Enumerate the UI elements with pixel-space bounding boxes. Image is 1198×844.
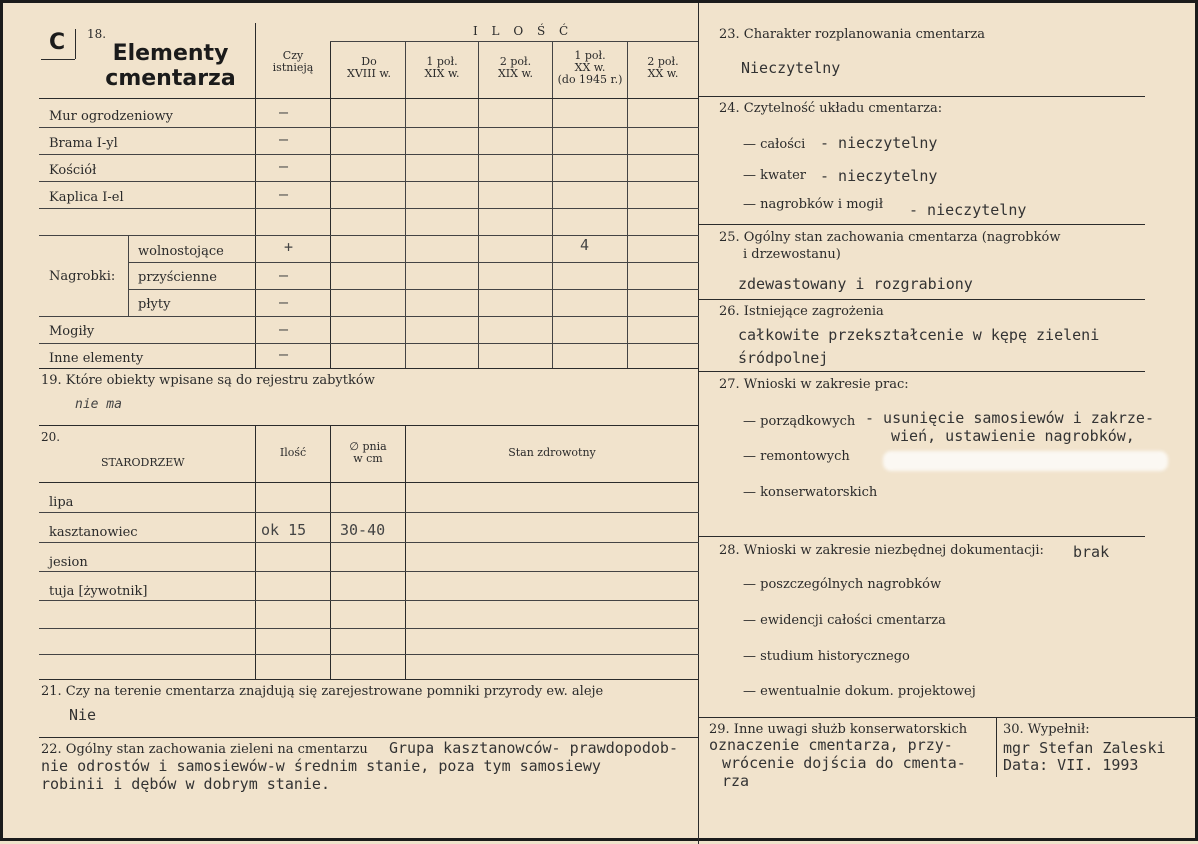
s29-line: rza	[722, 772, 750, 790]
divider	[699, 536, 1145, 537]
s22-label: 22. Ogólny stan zachowania zieleni na cmentarzu	[41, 742, 368, 757]
divider	[39, 425, 699, 426]
exists-mark: —	[279, 345, 289, 363]
ilosc-header: I L O Ś Ć	[473, 24, 574, 38]
correction-fluid	[883, 451, 1168, 471]
s24-item: — kwater	[743, 168, 807, 183]
divider	[39, 181, 699, 182]
s19-value: nie ma	[75, 397, 122, 412]
exists-mark: —	[279, 266, 289, 284]
divider	[39, 98, 699, 99]
exists-mark: —	[279, 293, 289, 311]
divider	[405, 41, 406, 368]
s24-item: — nagrobków i mogił	[743, 197, 884, 212]
s27-item: — porządkowych	[743, 414, 856, 429]
divider	[552, 41, 553, 368]
row-label: Nagrobki:	[49, 269, 116, 284]
s30-label: 30. Wypełnił:	[1003, 722, 1090, 737]
exists-mark: —	[279, 157, 289, 175]
divider	[128, 235, 129, 316]
filled-by: mgr Stefan Zaleski	[1003, 739, 1166, 757]
s28-item: — studium historycznego	[743, 649, 910, 664]
period-header: 1 poł. XIX w.	[424, 55, 460, 81]
divider	[996, 717, 997, 777]
s24-value: - nieczytelny	[820, 134, 938, 152]
s25-value: zdewastowany i rozgrabiony	[738, 275, 973, 293]
s27-value: wień, ustawienie nagrobków,	[891, 427, 1135, 445]
s22-line: nie odrostów i samosiewów-w średnim stanie, poza tym samosiewy	[41, 757, 601, 775]
divider	[39, 343, 699, 344]
divider	[330, 41, 331, 368]
s28-item: — ewentualnie dokum. projektowej	[743, 684, 976, 699]
czy-istnieja-header: Czy istnieją	[272, 49, 314, 75]
s23-label: 23. Charakter rozplanowania cmentarza	[719, 27, 986, 42]
section-title	[103, 41, 238, 92]
s24-label: 24. Czytelność układu cmentarza:	[719, 101, 943, 116]
s21-value: Nie	[69, 706, 97, 724]
divider	[39, 600, 699, 601]
s29-label: 29. Inne uwagi służb konserwatorskich	[709, 722, 968, 737]
s21-label: 21. Czy na terenie cmentarza znajdują się zarejestrowane pomniki przyrody ew. aleje	[41, 684, 604, 699]
divider	[699, 371, 1145, 372]
s23-value: Nieczytelny	[741, 59, 841, 77]
s29-line: oznaczenie cmentarza, przy-	[709, 736, 953, 754]
s25-label: i drzewostanu)	[743, 247, 841, 262]
s26-line: śródpolnej	[738, 349, 829, 367]
row-label: wolnostojące	[138, 244, 224, 259]
exists-mark: —	[279, 320, 289, 338]
s22-line: Grupa kasztanowców- prawdopodob-	[389, 739, 678, 757]
row-label: Brama I-yl	[49, 136, 118, 151]
period-header: 1 poł. XX w. (do 1945 r.)	[557, 49, 623, 87]
tree-name: lipa	[49, 495, 74, 510]
divider	[128, 289, 699, 290]
exists-mark: —	[279, 185, 289, 203]
letter-box-bottom	[41, 59, 75, 60]
s24-value: - nieczytelny	[820, 167, 938, 185]
divider	[39, 628, 699, 629]
divider	[39, 316, 699, 317]
divider	[39, 368, 699, 369]
s20-number: 20.	[41, 430, 61, 444]
row-label: Kościół	[49, 163, 97, 178]
divider	[699, 224, 1145, 225]
divider	[39, 737, 699, 738]
s24-item: — całości	[743, 137, 806, 152]
s27-item: — konserwatorskich	[743, 485, 878, 500]
row-label: Inne elementy	[49, 351, 144, 366]
title-line: cmentarza	[105, 66, 236, 92]
section-number: 18.	[87, 27, 107, 41]
divider	[39, 512, 699, 513]
exists-mark: +	[284, 238, 294, 256]
divider	[39, 679, 699, 680]
s22-line: robinii i dębów w dobrym stanie.	[41, 775, 330, 793]
divider	[255, 425, 256, 679]
period-header: 2 poł. XX w.	[647, 55, 679, 81]
starodrzew-header: STARODRZEW	[101, 456, 185, 469]
pnia-col-header: ∅ pnia w cm	[349, 440, 387, 466]
row-label: Mogiły	[49, 324, 95, 339]
title-line: Elementy	[112, 41, 229, 66]
divider	[39, 127, 699, 128]
letter-box-bar	[75, 29, 76, 59]
divider	[627, 41, 628, 368]
s25-label: 25. Ogólny stan zachowania cmentarza (nagrobków	[719, 230, 1061, 245]
divider	[699, 299, 1145, 300]
s27-value: - usunięcie samosiewów i zakrze-	[865, 409, 1154, 427]
divider	[405, 425, 406, 679]
s28-item: — ewidencji całości cmentarza	[743, 613, 946, 628]
s26-line: całkowite przekształcenie w kępę zieleni	[738, 326, 1100, 344]
period-header: Do XVIII w.	[347, 55, 391, 81]
row-label: Mur ogrodzeniowy	[49, 109, 173, 124]
fill-date: Data: VII. 1993	[1003, 756, 1139, 774]
divider	[39, 208, 699, 209]
divider	[39, 571, 699, 572]
tree-diam: 30-40	[340, 521, 386, 539]
s26-label: 26. Istniejące zagrożenia	[719, 304, 884, 319]
stan-col-header: Stan zdrowotny	[508, 446, 596, 459]
divider	[128, 262, 699, 263]
card-letter: C	[49, 30, 66, 55]
divider	[330, 41, 698, 42]
divider	[39, 654, 699, 655]
divider	[39, 235, 699, 236]
row-label: Kaplica I-el	[49, 190, 124, 205]
tree-name: tuja [żywotnik]	[49, 584, 148, 599]
period-header: 2 poł. XIX w.	[497, 55, 534, 81]
s29-line: wrócenie dojścia do cmenta-	[722, 754, 966, 772]
divider	[699, 717, 1198, 718]
s27-label: 27. Wnioski w zakresie prac:	[719, 377, 909, 392]
s27-item: — remontowych	[743, 449, 850, 464]
row-label: przyścienne	[138, 270, 217, 285]
divider	[39, 542, 699, 543]
tree-name: kasztanowiec	[49, 525, 138, 540]
ilosc-col-header: Ilość	[279, 446, 307, 459]
count-value: 4	[580, 236, 590, 254]
divider	[39, 154, 699, 155]
s24-value: - nieczytelny	[909, 201, 1027, 219]
divider	[699, 96, 1145, 97]
tree-qty: ok 15	[261, 521, 307, 539]
row-label: płyty	[138, 297, 171, 312]
exists-mark: —	[279, 103, 289, 121]
s19-label: 19. Które obiekty wpisane są do rejestru zabytków	[41, 373, 375, 388]
divider	[478, 41, 479, 368]
divider	[39, 482, 699, 483]
tree-name: jesion	[49, 555, 88, 570]
s28-value: brak	[1073, 543, 1110, 561]
s28-label: 28. Wnioski w zakresie niezbędnej dokumentacji:	[719, 543, 1044, 558]
exists-mark: —	[279, 130, 289, 148]
s28-item: — poszczególnych nagrobków	[743, 577, 942, 592]
